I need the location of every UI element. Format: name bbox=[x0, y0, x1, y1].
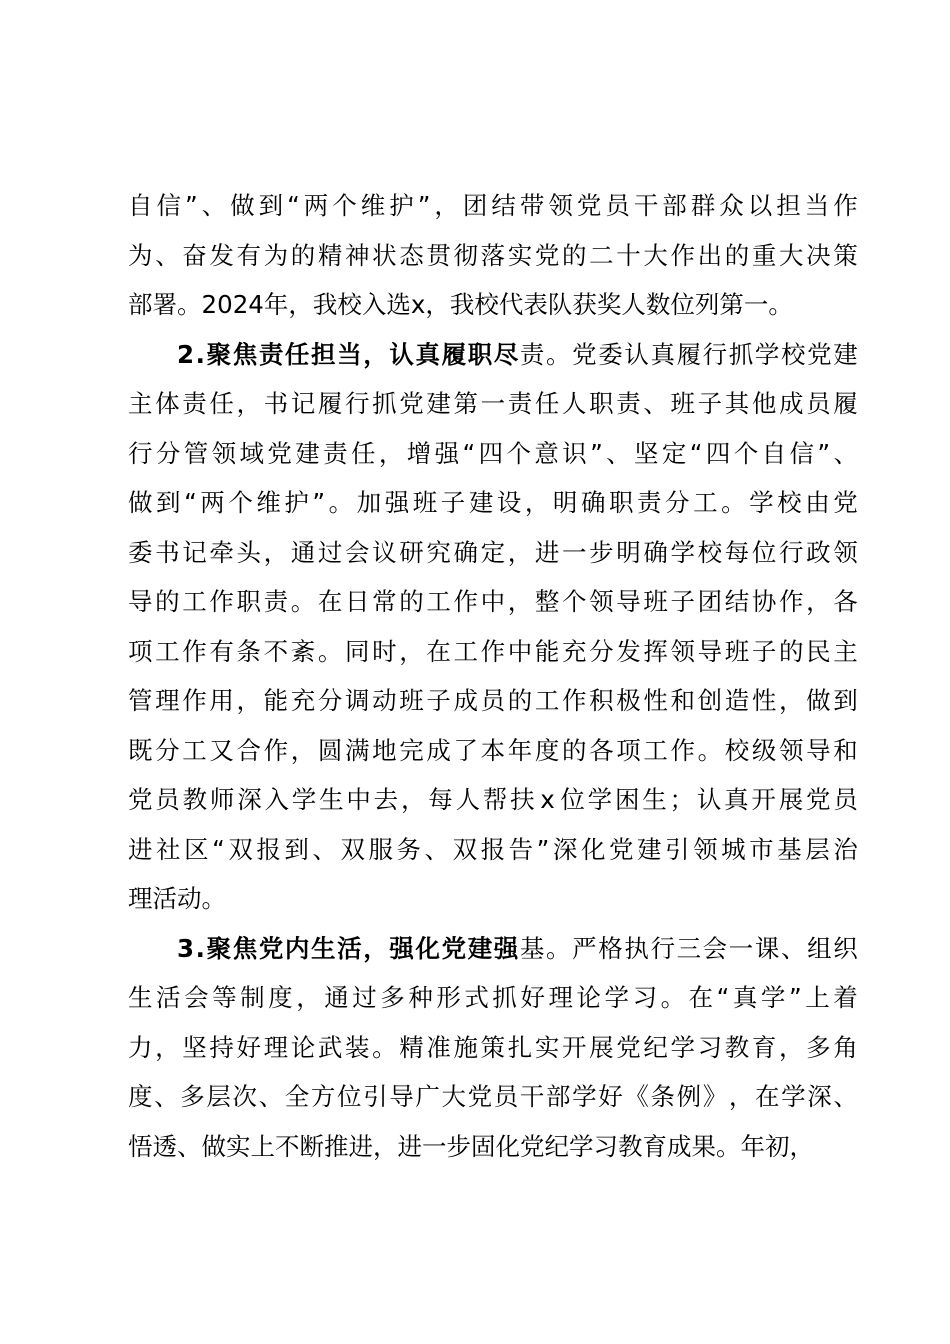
text-line: 理 活 动 。 bbox=[128, 884, 226, 913]
text-line: 行 分 管 领 域 党 建 责 任 ， 增 强 “ 四 个 意 识 ” 、 坚 定 “ 四 个 自 信 ” 、 bbox=[128, 438, 858, 468]
text-line: 进 社 区 “ 双 报 到 、 双 服 务 、 双 报 告 ” 深 化 党 建 引 领 城 市 基 层 治 bbox=[128, 834, 858, 864]
text-line: 悟 透 、 做 实 上 不 断 推 进 ， 进 一 步 固 化 党 纪 学 习 教 育 成 果 。 年 初 ， bbox=[128, 1131, 814, 1161]
text-line: 党 员 教 师 深 入 学 生 中 去 ， 每 人 帮 扶 x 位 学 困 生 ； 认 真 开 展 党 员 bbox=[128, 785, 858, 814]
text-line: 项 工 作 有 条 不 紊 。 同 时 ， 在 工 作 中 能 充 分 发 挥 领 导 班 子 的 民 主 bbox=[128, 636, 858, 666]
text-line: 委 书 记 牵 头 ， 通 过 会 议 研 究 确 定 ， 进 一 步 明 确 学 校 每 位 行 政 领 bbox=[128, 537, 858, 567]
text-line: 管 理 作 用 ， 能 充 分 调 动 班 子 成 员 的 工 作 积 极 性 和 创 造 性 ， 做 到 bbox=[128, 686, 858, 715]
text-line: 既 分 工 又 合 作 ， 圆 满 地 完 成 了 本 年 度 的 各 项 工 作 。 校 级 领 导 和 bbox=[128, 735, 858, 765]
text-line: 力 ， 坚 持 好 理 论 武 装 。 精 准 施 策 扎 实 开 展 党 纪 学 习 教 育 ， 多 角 bbox=[128, 1032, 858, 1062]
document-body bbox=[128, 181, 858, 1171]
text-line: 部 署 。 2 0 2 4 年 ， 我 校 入 选 x ， 我 校 代 表 队 获 奖 人 数 位 列 第 一 。 bbox=[128, 290, 793, 319]
text-line: 导 的 工 作 职 责 。 在 日 常 的 工 作 中 ， 整 个 领 导 班 子 团 结 协 作 ， 各 bbox=[128, 587, 858, 616]
text-line: 为 、 奋 发 有 为 的 精 神 状 态 贯 彻 落 实 党 的 二 十 大 作 出 的 重 大 决 策 bbox=[128, 240, 858, 270]
text-line: 生 活 会 等 制 度 ， 通 过 多 种 形 式 抓 好 理 论 学 习 。 在 “ 真 学 ” 上 着 bbox=[128, 983, 858, 1012]
text-line: 自 信 ” 、 做 到 “ 两 个 维 护 ” ， 团 结 带 领 党 员 干 部 群 众 以 担 当 作 bbox=[128, 191, 858, 220]
text-line: 主 体 责 任 ， 书 记 履 行 抓 党 建 第 一 责 任 人 职 责 、 班 子 其 他 成 员 履 bbox=[128, 389, 858, 418]
text-line: 2 . 聚 焦 责 任 担 当 ， 认 真 履 职 尽 责 。 党 委 认 真 履 行 抓 学 校 党 建 bbox=[177, 339, 858, 369]
text-line: 度 、 多 层 次 、 全 方 位 引 导 广 大 党 员 干 部 学 好 《 条 例 》 ， 在 学 深 、 bbox=[128, 1082, 858, 1111]
text-line: 3 . 聚 焦 党 内 生 活 ， 强 化 党 建 强 基 。 严 格 执 行 三 会 一 课 、 组 织 bbox=[177, 933, 858, 963]
text-line: 做 到 “ 两 个 维 护 ” 。 加 强 班 子 建 设 ， 明 确 职 责 分 工 。 学 校 由 党 bbox=[128, 488, 858, 517]
